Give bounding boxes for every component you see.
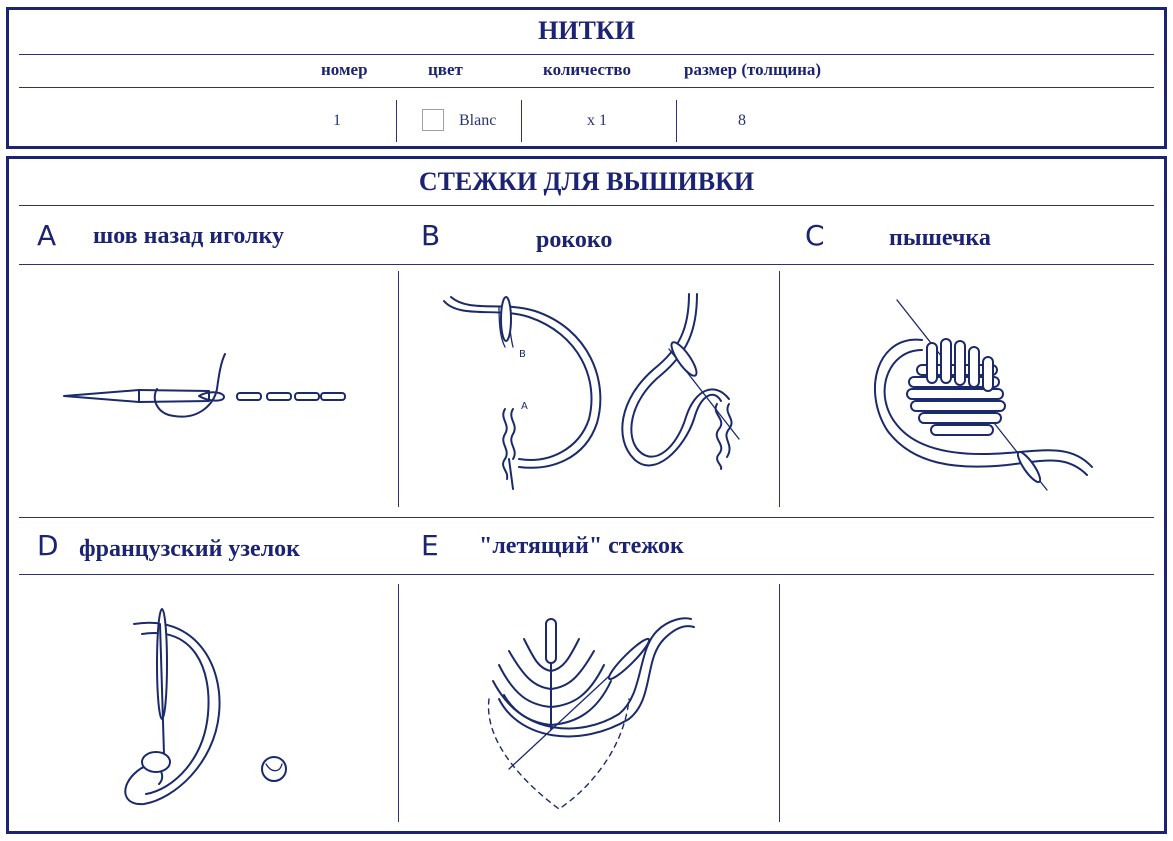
divider [19,54,1154,55]
stitch-d-name: французский узелок [79,536,300,562]
stitches-panel [6,156,1167,834]
header-number: номер [321,60,368,79]
bullion-stitch-illustration [439,289,739,489]
thread-color-name: Blanc [459,112,497,129]
point-label-a: A [521,401,528,412]
divider [398,271,399,507]
divider [779,584,780,822]
divider [19,517,1154,518]
divider [19,264,1154,265]
divider [779,271,780,507]
divider [19,574,1154,575]
divider [19,205,1154,206]
header-color: цвет [428,60,463,79]
stitch-b-letter: B [421,219,441,252]
french-knot-illustration [114,604,314,814]
thread-number: 1 [333,112,341,129]
stitches-title: СТЕЖКИ ДЛЯ ВЫШИВКИ [418,167,755,196]
divider [19,87,1154,88]
header-size: размер (толщина) [684,60,822,79]
stitch-a-name: шов назад иголку [93,223,285,249]
stitch-b-name: рококо [536,227,613,253]
color-swatch [422,109,444,131]
threads-title: НИТКИ [538,16,635,45]
stitch-a-letter: A [37,219,57,252]
stitch-e-letter: E [421,529,439,562]
thread-quantity: x 1 [587,112,607,129]
stitch-c-name: пышечка [889,225,991,251]
threads-panel [6,7,1167,149]
backstitch-illustration [59,344,349,424]
stitch-d-letter: D [37,529,59,562]
thread-size: 8 [738,112,746,129]
stitch-c-letter: C [805,219,825,252]
satin-stitch-illustration [857,295,1107,495]
divider [676,100,677,142]
stitch-e-name: "летящий" стежок [479,533,684,559]
divider [521,100,522,142]
divider [398,584,399,822]
header-quantity: количество [543,60,631,79]
fly-stitch-illustration [479,599,709,819]
divider [396,100,397,142]
point-label-b: B [519,349,526,360]
